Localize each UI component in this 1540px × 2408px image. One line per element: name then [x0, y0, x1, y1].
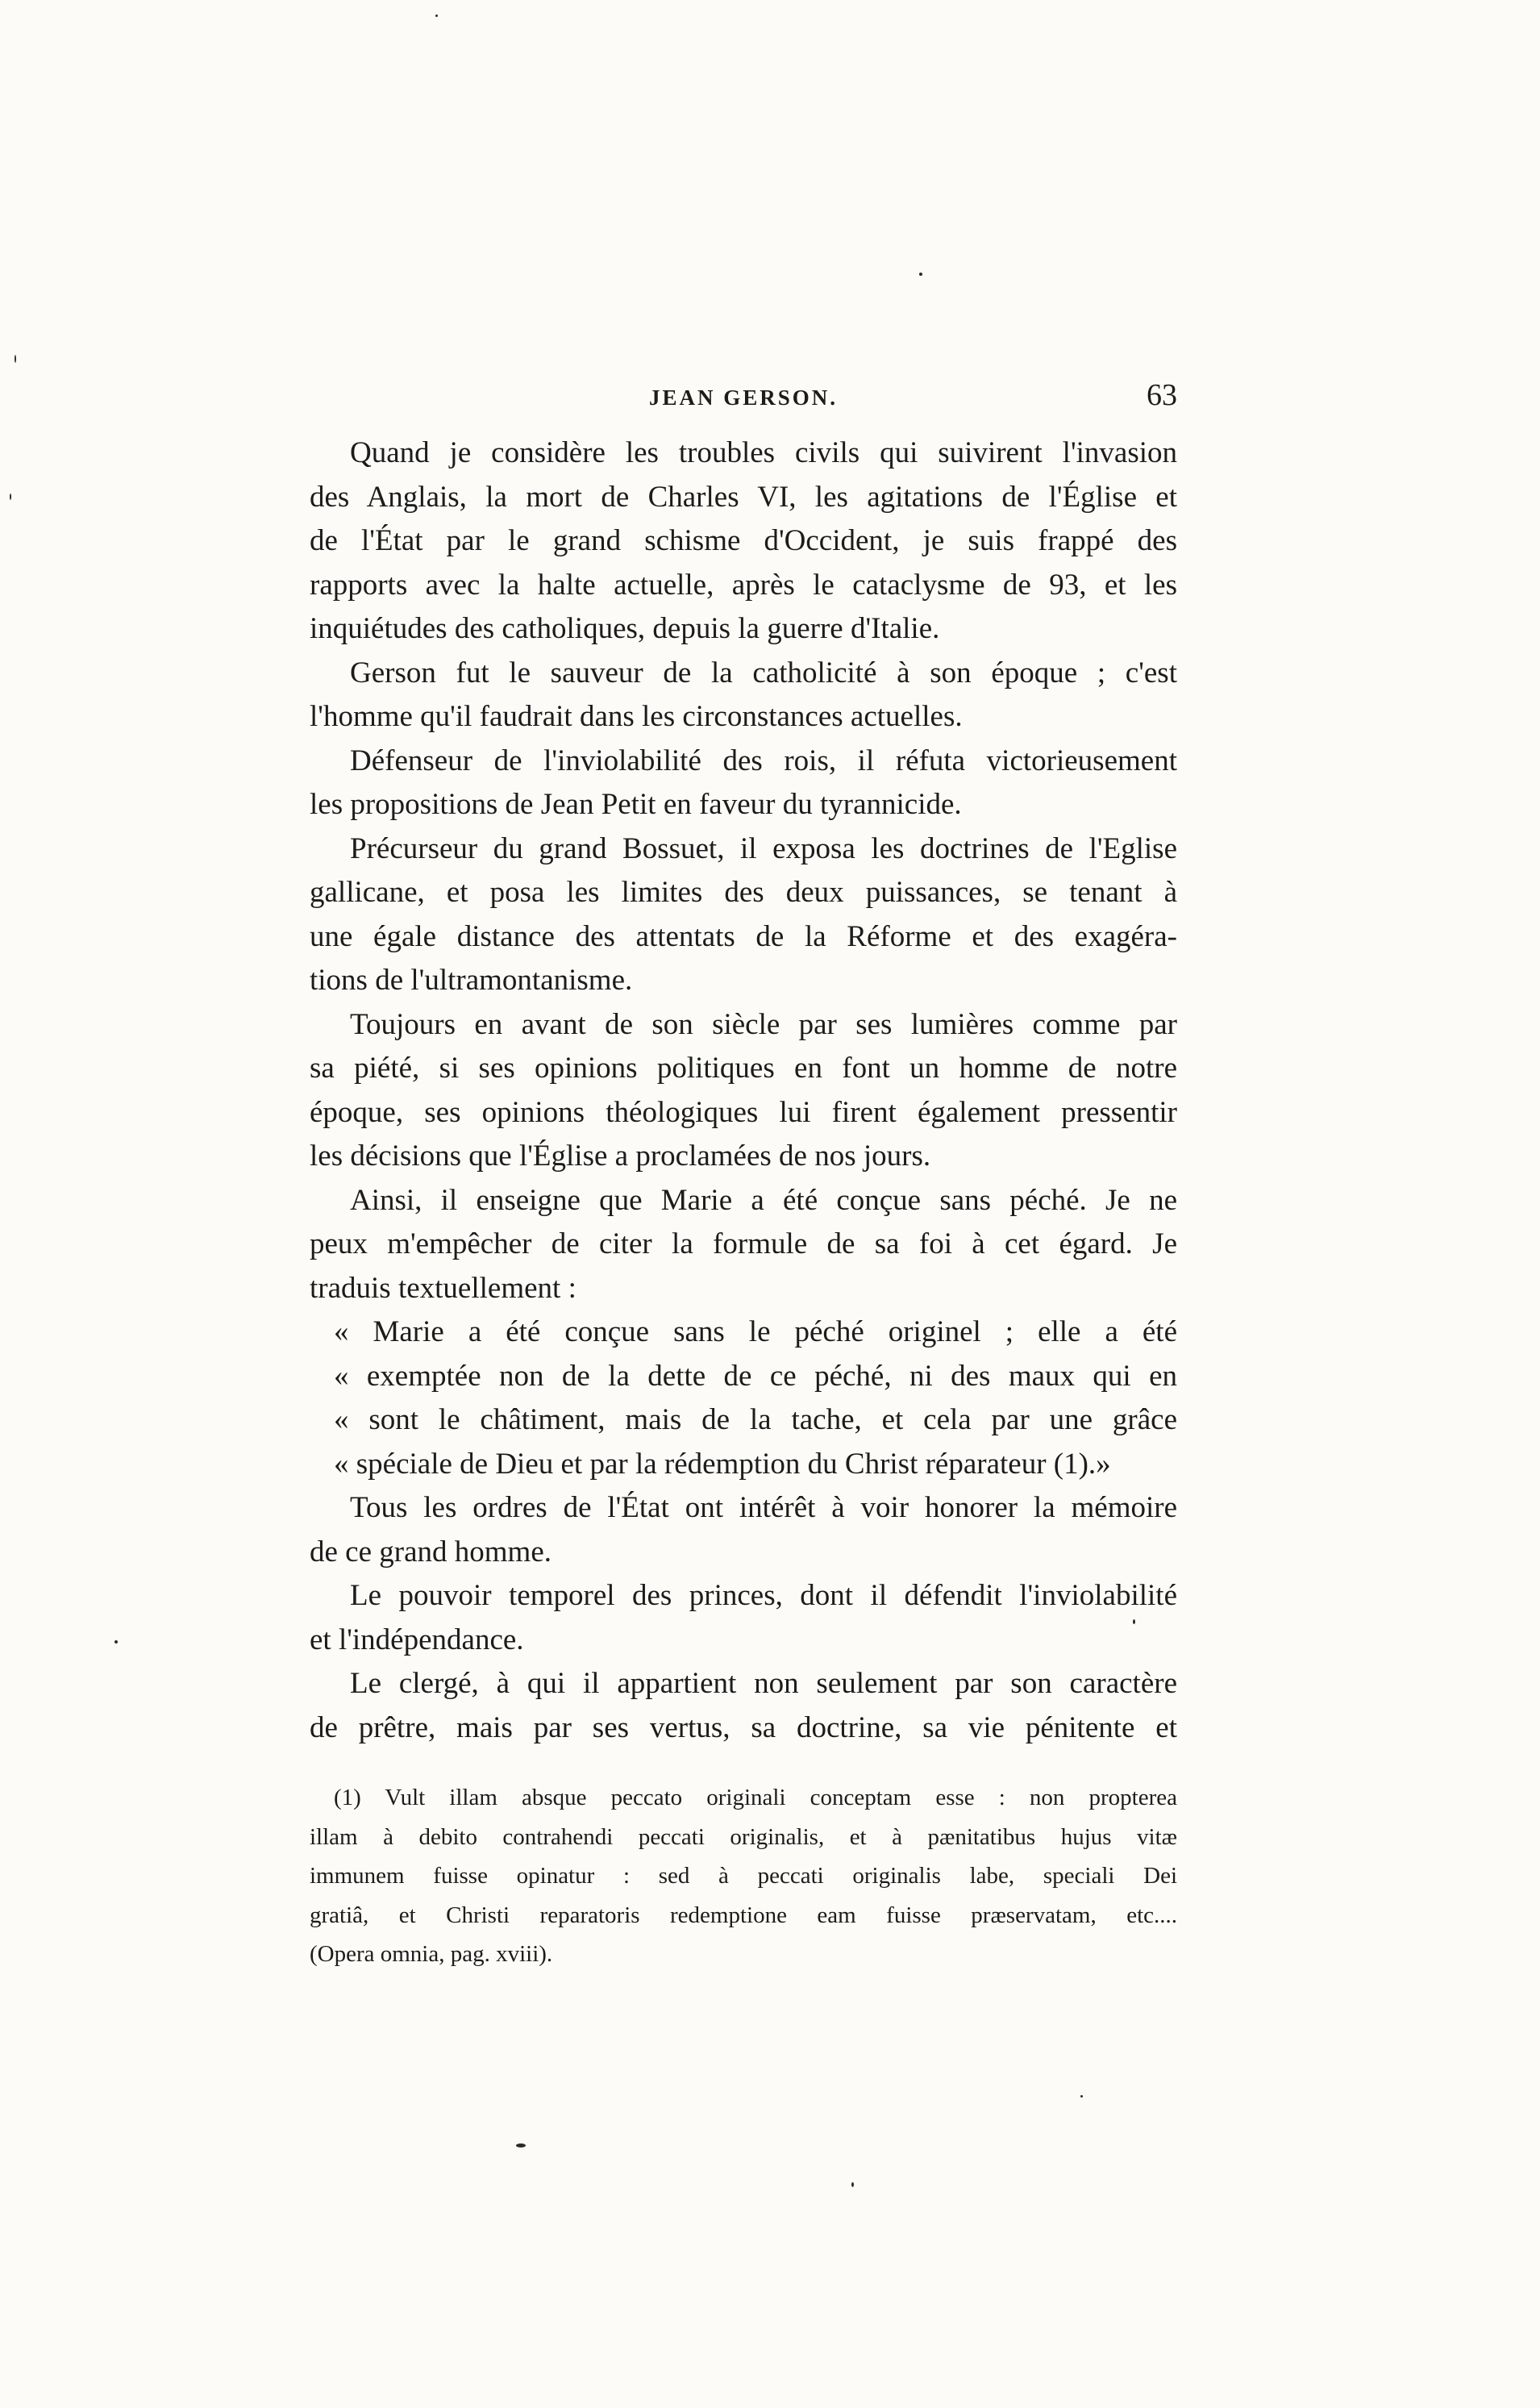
footnote-line: gratiâ, et Christi reparatoris redemptione eam fuisse præservatam, etc....	[310, 1902, 1177, 1928]
scan-speck	[1080, 2095, 1083, 2098]
text-line: et l'indépendance.	[310, 1623, 524, 1656]
text-line: « spéciale de Dieu et par la rédemption du Christ réparateur (1).»	[334, 1447, 1111, 1481]
text-line: « exemptée non de la dette de ce péché, ni des maux qui en	[334, 1359, 1177, 1393]
text-line: Le clergé, à qui il appartient non seulement par son caractère	[350, 1667, 1177, 1700]
running-title: JEAN GERSON.	[648, 385, 839, 410]
scan-speck	[516, 2143, 526, 2148]
text-line: époque, ses opinions théologiques lui firent également pressentir	[310, 1095, 1177, 1129]
text-line: gallicane, et posa les limites des deux puissances, se tenant à	[310, 876, 1177, 909]
paragraph	[310, 1574, 1177, 1662]
footnote-line: immunem fuisse opinatur : sed à peccati originalis labe, speciali Dei	[310, 1863, 1177, 1889]
text-line: inquiétudes des catholiques, depuis la guerre d'Italie.	[310, 612, 940, 645]
text-line: l'homme qu'il faudrait dans les circonstances actuelles.	[310, 700, 963, 733]
text-line: peux m'empêcher de citer la formule de sa foi à cet égard. Je	[310, 1227, 1177, 1260]
text-line: Le pouvoir temporel des princes, dont il défendit l'inviolabilité	[350, 1579, 1177, 1612]
text-line: Quand je considère les troubles civils qui suivirent l'invasion	[350, 436, 1177, 469]
text-line: Gerson fut le sauveur de la catholicité à son époque ; c'est	[350, 656, 1177, 689]
paragraph	[310, 1486, 1177, 1574]
scan-speck	[15, 355, 16, 363]
paragraph	[310, 827, 1177, 1003]
text-line: Défenseur de l'inviolabilité des rois, il réfuta victorieusement	[350, 744, 1177, 777]
footnote	[310, 1778, 1177, 1974]
scan-speck	[919, 273, 922, 276]
paragraph	[310, 431, 1177, 652]
text-line: « Marie a été conçue sans le péché originel ; elle a été	[334, 1315, 1177, 1348]
block-quote	[310, 1310, 1177, 1486]
paragraph	[310, 1003, 1177, 1179]
paragraph	[310, 1179, 1177, 1311]
scan-speck	[435, 15, 438, 17]
text-line: sa piété, si ses opinions politiques en font un homme de notre	[310, 1052, 1177, 1085]
running-header	[310, 377, 1177, 418]
text-line: rapports avec la halte actuelle, après le cataclysme de 93, et les	[310, 568, 1177, 602]
text-line: des Anglais, la mort de Charles VI, les agitations de l'Église et	[310, 480, 1177, 514]
paragraph	[310, 739, 1177, 827]
text-line: de prêtre, mais par ses vertus, sa doctrine, sa vie pénitente et	[310, 1710, 1177, 1744]
text-line: les propositions de Jean Petit en faveur du tyrannicide.	[310, 788, 962, 821]
footnote-line: (Opera omnia, pag. xviii).	[310, 1941, 553, 1967]
footnote-line: (1) Vult illam absque peccato originali conceptam esse : non propterea	[334, 1785, 1177, 1810]
scan-speck	[10, 494, 11, 500]
body-text	[310, 431, 1177, 1750]
page-number: 63	[1147, 378, 1177, 412]
scan-speck	[851, 2182, 854, 2187]
paragraph	[310, 1662, 1177, 1750]
text-line: Précurseur du grand Bossuet, il exposa les doctrines de l'Eglise	[350, 831, 1177, 865]
text-line: de ce grand homme.	[310, 1535, 551, 1569]
text-line: Toujours en avant de son siècle par ses lumières comme par	[350, 1007, 1177, 1041]
text-line: traduis textuellement :	[310, 1271, 576, 1305]
text-line: Ainsi, il enseigne que Marie a été conçue sans péché. Je ne	[350, 1183, 1177, 1217]
scan-speck	[114, 1640, 118, 1644]
text-line: les décisions que l'Église a proclamées de nos jours.	[310, 1139, 931, 1173]
text-line: de l'État par le grand schisme d'Occident, je suis frappé des	[310, 524, 1177, 557]
paragraph	[310, 652, 1177, 739]
scan-speck	[1133, 1619, 1135, 1624]
text-line: une égale distance des attentats de la Réforme et des exagéra-	[310, 919, 1177, 953]
text-line: Tous les ordres de l'État ont intérêt à voir honorer la mémoire	[350, 1491, 1177, 1524]
footnote-line: illam à debito contrahendi peccati originalis, et à pænitatibus hujus vitæ	[310, 1823, 1177, 1850]
text-line: tions de l'ultramontanisme.	[310, 964, 633, 997]
text-line: « sont le châtiment, mais de la tache, et cela par une grâce	[334, 1403, 1177, 1436]
